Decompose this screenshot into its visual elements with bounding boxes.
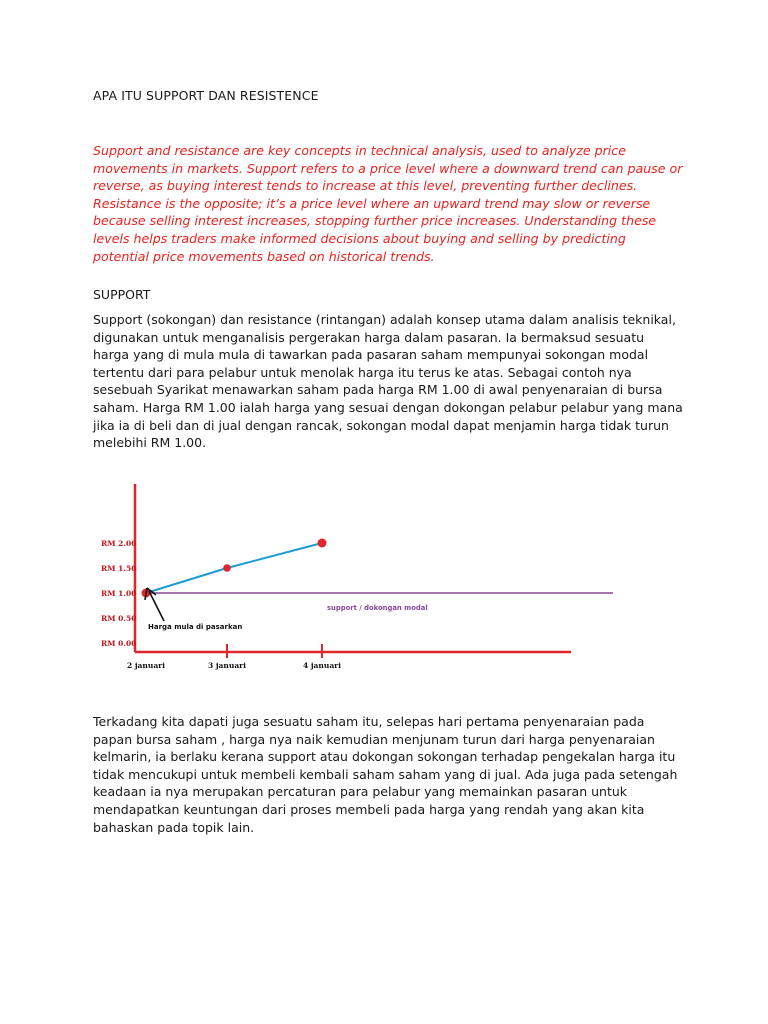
price-point xyxy=(318,539,327,548)
support-paragraph: Support (sokongan) dan resistance (rintangan) adalah konsep utama dalam analisis teknikal, digunakan untuk menganalisis pergerakan harga dalam pasaran. Ia bermaksud sesuatu harga yang di mula mula di tawarkan pada pasaran saham mempunyai sokongan modal tertentu dari para pelabur untuk menolak harga itu terus ke atas. Sebagai contoh nya sesebuah Syarikat menawarkan saham pada harga RM 1.00 di awal penyenaraian di bursa saham. Harga RM 1.00 ialah harga yang sesuai dengan dokongan pelabur pelabur yang mana jika ia di beli dan di jual dengan rancak, sokongan modal dapat menjamin harga tidak turun melebihi RM 1.00. xyxy=(93,312,683,451)
chart-svg xyxy=(93,450,673,700)
price-line xyxy=(146,543,322,593)
support-followup-paragraph: Terkadang kita dapati juga sesuatu saham itu, selepas hari pertama penyenaraian pada papan bursa saham , harga nya naik kemudian menjunam turun dari harga penyenaraian kelmarin, ia berlaku kerana support atau dokongan sokongan terhadap pengekalan harga itu tidak mencukupi untuk membeli kembali saham saham yang di jual. Ada juga pada setengah keadaan ia nya merupakan percaturan para pelabur yang memainkan pasaran untuk mendapatkan keuntungan dari proses membeli pada harga yang rendah yang akan kita bahaskan pada topik lain. xyxy=(93,714,678,835)
intro-paragraph: Support and resistance are key concepts in technical analysis, used to analyze price movements in markets. Support refers to a price level where a downward trend can pause or reverse, as buying interest tends to increase at this level, preventing further declines. Resistance is the opposite; it’s a price level where an upward trend may slow or reverse because selling interest increases, stopping further price increases. Understanding these levels helps traders make informed decisions about buying and selling by predicting potential price movements based on historical trends. xyxy=(93,143,683,264)
y-tick-label: RM 1.50 xyxy=(101,564,137,573)
annotation-label: Harga mula di pasarkan xyxy=(148,623,243,631)
y-tick-label: RM 1.00 xyxy=(101,589,137,598)
support-heading: SUPPORT xyxy=(93,287,151,302)
y-tick-label: RM 0.00 xyxy=(101,639,137,648)
y-tick-label: RM 2.00 xyxy=(101,539,137,548)
x-tick-label: 2 januari xyxy=(127,661,165,670)
x-tick-label: 4 januari xyxy=(303,661,341,670)
x-tick-label: 3 januari xyxy=(208,661,246,670)
annotation-arrow xyxy=(149,591,164,621)
price-point xyxy=(223,564,231,572)
support-chart xyxy=(93,450,673,700)
document-title: APA ITU SUPPORT DAN RESISTENCE xyxy=(93,88,319,103)
support-line-label: support / dokongan modal xyxy=(327,604,428,612)
y-tick-label: RM 0.50 xyxy=(101,614,137,623)
